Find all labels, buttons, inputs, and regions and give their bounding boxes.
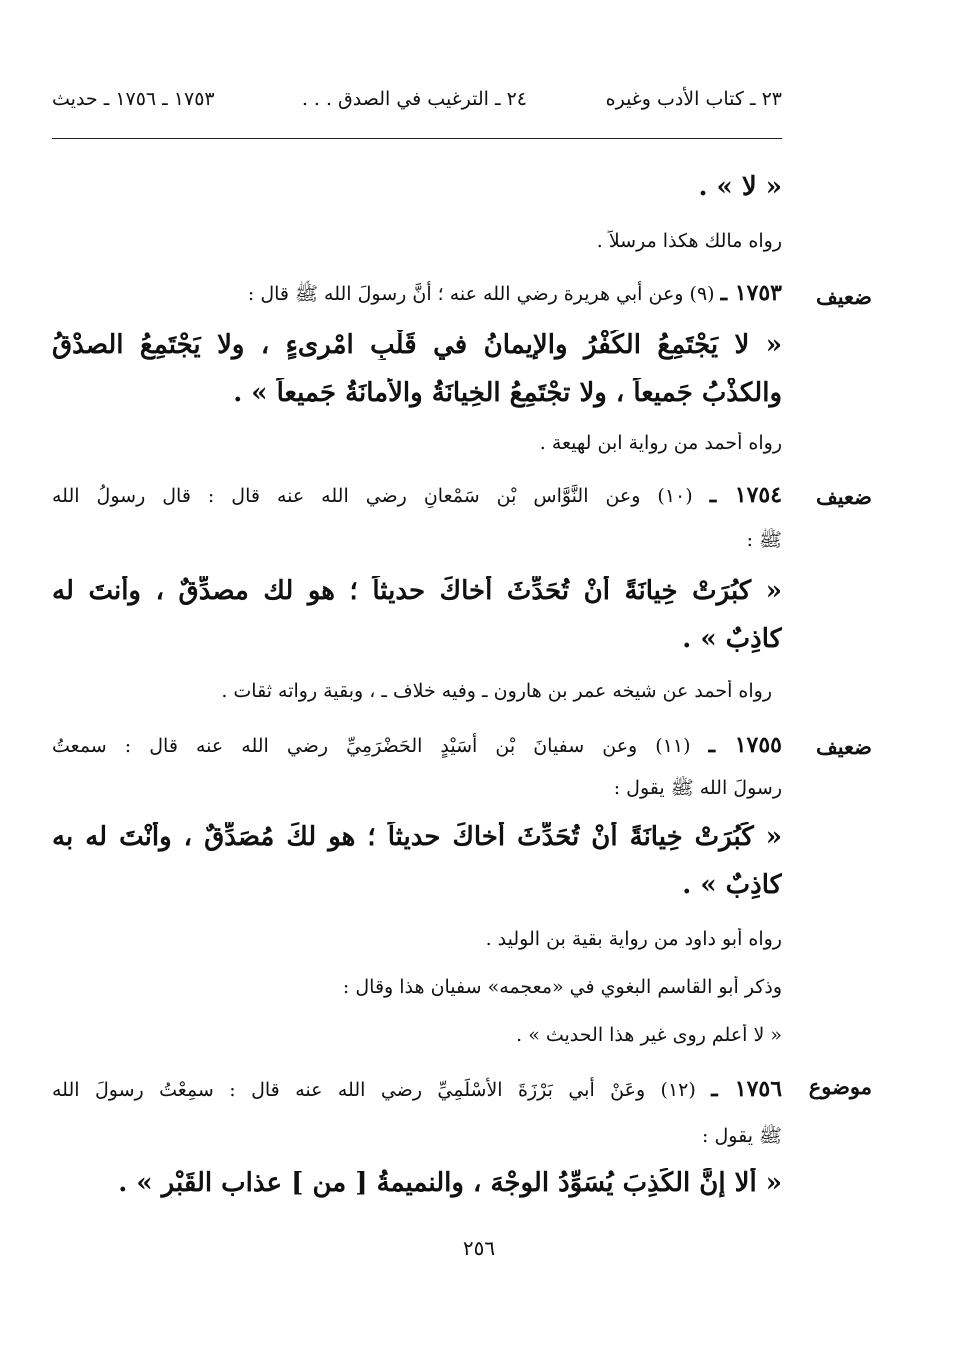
page-number: ٢٥٦ [462,1236,496,1260]
grade-label: ضعيف [815,284,872,309]
hadith-number: ١٧٥٦ ـ [711,1076,782,1102]
hadith-intro-continued: رسولَ الله ﷺ يقول : [613,777,782,799]
hadith-intro-text: (١١) وعن سفيانَ بْنِ أُسَيْدٍ الحَضْرَمِيِّ رضي الله عنه قال : سمعتُ [52,735,691,757]
hadith-number: ١٧٥٤ ـ [709,482,782,508]
hadith-text-line: « كبُرَتْ خِيانَةً أنْ تُحَدِّثَ أخاكَ حديثاً ؛ هو لك مصدِّقٌ ، وأنتَ له [52,576,782,606]
source-line: رواه مالك هكذا مرسلاً . [596,230,782,252]
hadith-intro-continued: ﷺ : [746,529,782,551]
hadith-text-line: « لا يَجْتَمِعُ الكُفْرُ والإيمانُ في قَلْبِ امْرِىءٍ ، ولا يَجْتَمِعُ الصدْقُ [52,330,782,360]
hadith-intro [52,280,782,310]
hadith-text-line: والكذْبُ جَميعاً ، ولا تجْتَمِعُ الخِيانَةُ والأمانَةُ جَميعاً » . [233,378,782,408]
hadith-intro [52,1076,782,1102]
hadith-intro-text: (٩) وعن أبي هريرة رضي الله عنه ؛ أنَّ رسولَ الله ﷺ قال : [247,283,715,305]
source-line: رواه أحمد عن شيخه عمر بن هارون ـ وفيه خلاف ـ ، وبقية رواته ثقات . [221,680,772,702]
header-hadith-range: ١٧٥٣ ـ ١٧٥٦ ـ حديث [52,88,215,110]
hadith-text-line: « ألا إنَّ الكَذِبَ يُسَوِّدُ الوجْهَ ، والنميمةُ [ من ] عذاب القَبْرِ » . [118,1168,782,1198]
header-rule [52,138,782,139]
header-book-title: ٢٣ ـ كتاب الأدب وغيره [605,88,782,110]
hadith-intro [52,482,782,508]
grade-label: ضعيف [815,484,872,509]
header-chapter-title: ٢٤ ـ الترغيب في الصدق . . . [301,88,527,110]
source-line: وذكر أبو القاسم البغوي في «معجمه» سفيان هذا وقال : [342,976,782,998]
hadith-number: ١٧٥٣ ـ [720,280,782,306]
hadith-intro-text: (١٠) وعن النَّوَّاسِ بْنِ سَمْعانٍ رضي الله عنه قال : قال رسولُ الله [52,485,693,507]
text-line: « لا » . [698,172,782,202]
hadith-number: ١٧٥٥ ـ [708,732,782,758]
hadith-intro-text: (١٢) وعَنْ أبي بَرْزَةَ الأسْلَمِيِّ رضي الله عنه قال : سمِعْتُ رسولَ الله [52,1079,696,1101]
grade-label: ضعيف [815,734,872,759]
hadith-intro-continued: ﷺ يقول : [702,1125,782,1147]
running-header [52,88,782,128]
grade-label: موضوع [808,1074,872,1099]
source-line: رواه أبو داود من رواية بقية بن الوليد . [485,928,782,950]
source-line: « لا أعلم روى غير هذا الحديث » . [516,1024,782,1046]
hadith-intro [52,732,782,758]
source-line: رواه أحمد من رواية ابن لهيعة . [539,432,782,454]
hadith-text-line: « كَبُرَتْ خِيانَةً أنْ تُحَدِّثَ أخاكَ حديثاً ؛ هو لكَ مُصَدِّقٌ ، وأنْتَ له به [52,822,782,852]
hadith-text-line: كاذِبٌ » . [682,870,782,900]
hadith-text-line: كاذِبٌ » . [682,624,782,654]
